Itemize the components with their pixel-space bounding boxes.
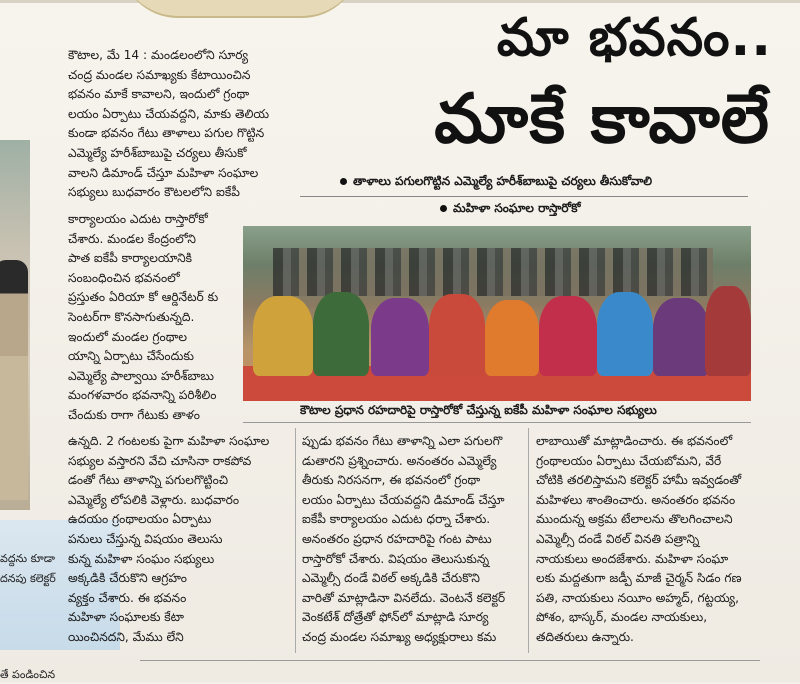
headline-line-1: మా భవనం.. [496, 8, 772, 68]
adjacent-fragment-2: దనపు కలెక్టర్ [0, 572, 56, 585]
parked-motorcycles [273, 248, 713, 296]
bullet-icon [440, 205, 447, 212]
subhead-divider [300, 196, 748, 197]
column-3: లాబాయితో మాట్లాడించారు. ఈ భవనంలో గ్రంథాలయం ఏర్పాటు చేయబోమని, వేరే చోటికి తరలిస్తామని కలెక్టర్ హామీ ఇవ్వడంతో మహిళలు శాంతించారు. అనంతరం భవనం ముందున్న అక్రమ టేలాలను తొలగించాలని ఎమ్మెల్సీ దండే విఠల్ వినతి పత్రాన్ని నాయకులు అందజేశారు. మహిళా సంఘా లకు మద్దతుగా జడ్పీ మాజీ చైర్మన్ సిడం గణ పతి, నాయకులు నయీం అహ్మద్, గట్టయ్య, పోశం, భాస్కర్, మండల నాయకులు, తదితరులు ఉన్నారు. [536, 434, 742, 644]
top-border [0, 0, 800, 3]
caption-divider [243, 422, 751, 423]
column-1-middle: కార్యాలయం ఎదుట రాస్తారోకో చేశారు. మండల కేంద్రంలోని పాత ఐకేపీ కార్యాలయానికి సంబంధించిన భవనంలో ప్రస్తుతం ఏరియా కో ఆర్డినేటర్ కు సెంటర్‌గా కొనసాగుతున్నది. ఇందులో మండల గ్రంథాల యాన్ని ఏర్పాటు చేసేందుకు ఎమ్మెల్యే పాల్వాయి హరీశ్‌బాబు మంగళవారం భవనాన్ని పరిశీలిం చేందుకు రాగా గేటుకు తాళం [68, 212, 219, 422]
column-divider [295, 428, 296, 653]
headline-line-2: మాకే కావాలే [434, 80, 770, 159]
bullet-icon [340, 178, 347, 185]
column-divider [528, 428, 529, 653]
protest-photo [243, 226, 751, 401]
adjacent-fragment-3: తే పండించిన [0, 668, 56, 681]
bottom-divider [140, 660, 760, 661]
adjacent-article-photo [0, 140, 30, 510]
subhead-1: తాళాలు పగులగొట్టిన ఎమ్మెల్యే హరీశ్‌బాబుపై చర్యలు తీసుకోవాలి [340, 174, 652, 191]
column-1-bottom: ఉన్నది. 2 గంటలకు పైగా మహిళా సంఘాల సభ్యుల వస్తారని వేచి చూసినా రాకపోవ డంతో గేటు తాళాన్ని పగులగొట్టించి ఎమ్మెల్యే లోపలికి వెళ్లారు. బుధవారం ఉదయం గ్రంథాలయం ఏర్పాటు పనులు చేస్తున్న విషయం తెలుసు కున్న మహిళా సంఘం సభ్యులు అక్కడికి చేరుకొని ఆగ్రహం వ్యక్తం చేశారు. ఈ భవనం మహిళా సంఘాలకు కేటా యించినదని, మేము లేని [68, 434, 270, 644]
adjacent-fragment-1: వద్దను కూడా [0, 552, 55, 565]
photo-caption: కౌటాల ప్రధాన రహదారిపై రాస్తారోకో చేస్తున్న ఐకేపీ మహిళా సంఘాల సభ్యులు [300, 403, 657, 417]
column-2: ప్పుడు భవనం గేటు తాళాన్ని ఎలా పగులగొ డుతారని ప్రశ్నించారు. అనంతరం ఎమ్మెల్యే తీరుకు నిరసనగా, ఈ భవనంలో గ్రంథా లయం ఏర్పాటు చేయవద్దని డిమాండ్ చేస్తూ ఐకేపీ కార్యాలయం ఎదుట ధర్నా చేశారు. అనంతరం ప్రధాన రహదారిపై గంట పాటు రాస్తారోకో చేశారు. విషయం తెలుసుకున్న ఎమ్మెల్సీ దండే విఠల్ అక్కడికి చేరుకొని వారితో మాట్లాడినా వినలేదు. వెంటనే కలెక్టర్ వెంకటేశ్ దోత్రేతో ఫోన్‌లో మాట్లాడి సూర్య చంద్ర మండల సమాఖ్య అధ్యక్షురాలు కమ [302, 434, 506, 644]
subhead-2: మహిళా సంఘాల రాస్తారోకో [440, 201, 581, 218]
column-1-top: కౌటాల, మే 14 : మండలంలోని సూర్య చంద్ర మండల సమాఖ్యకు కేటాయించిన భవనం మాకే కావాలని, ఇందులో గ్రంథా లయం ఏర్పాటు చేయవద్దని, మాకు తెలియ కుండా భవనం గేటు తాళాలు పగుల గొట్టిన ఎమ్మెల్యే హరీశ్‌బాబుపై చర్యలు తీసుకో వాలని డిమాండ్ చేస్తూ మహిళా సంఘాల సభ్యులు బుధవారం కౌటలలోని ఐకేపీ [68, 48, 270, 200]
